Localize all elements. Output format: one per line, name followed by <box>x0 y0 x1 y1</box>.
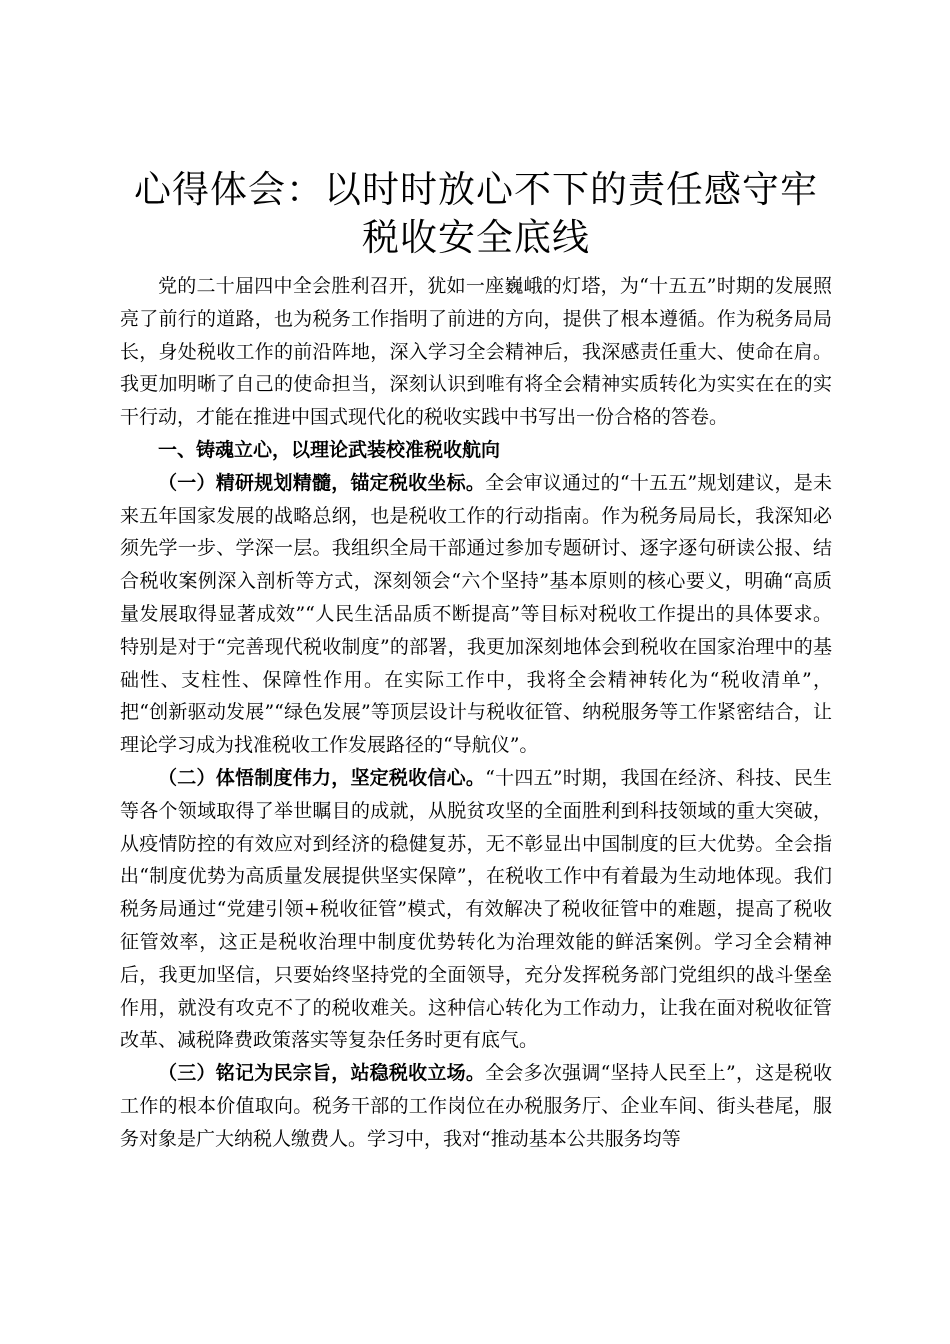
subsection-lead: （二）体悟制度伟力，坚定税收信心。 <box>158 766 486 789</box>
subsection-text: 全会审议通过的“十五五”规划建议，是未来五年国家发展的战略总纲，也是税收工作的行动指南。作为税务局局长，我深知必须先学一步、学深一层。我组织全局干部通过参加专题研讨、逐字逐句研读公报、结合税收案例深入剖析等方式，深刻领会“六个坚持”基本原则的核心要义，明确“高质量发展取得显著成效”“人民生活品质不断提高”等目标对税收工作提出的具体要求。特别是对于“完善现代税收制度”的部署，我更加深刻地体会到税收在国家治理中的基础性、支柱性、保障性作用。在实际工作中，我将全会精神转化为“税收清单”，把“创新驱动发展”“绿色发展”等顶层设计与税收征管、纳税服务等工作紧密结合，让理论学习成为找准税收工作发展路径的“导航仪”。 <box>120 471 832 757</box>
subsection-text: “十四五”时期，我国在经济、科技、民生等各个领域取得了举世瞩目的成就，从脱贫攻坚的全面胜利到科技领域的重大突破，从疫情防控的有效应对到经济的稳健复苏，无不彰显出中国制度的巨大优势。全会指出“制度优势为高质量发展提供坚实保障”，在税收工作中有着最为生动地体现。我们税务局通过“党建引领+税收征管”模式，有效解决了税收征管中的难题，提高了税收征管效率，这正是税收治理中制度优势转化为治理效能的鲜活案例。学习全会精神后，我更加坚信，只要始终坚持党的全面领导，充分发挥税务部门党组织的战斗堡垒作用，就没有攻克不了的税收难关。这种信心转化为工作动力，让我在面对税收征管改革、减税降费政策落实等复杂任务时更有底气。 <box>120 766 832 1052</box>
document-title: 心得体会：以时时放心不下的责任感守牢税收安全底线 <box>134 168 818 259</box>
document-body <box>120 270 832 1156</box>
section-heading: 一、铸魂立心，以理论武装校准税收航向 <box>158 438 501 461</box>
subsection-lead: （三）铭记为民宗旨，站稳税收立场。 <box>158 1062 486 1085</box>
subsection-lead: （一）精研规划精髓，锚定税收坐标。 <box>158 471 486 494</box>
intro-paragraph: 党的二十届四中全会胜利召开，犹如一座巍峨的灯塔，为“十五五”时期的发展照亮了前行的道路，也为税务工作指明了前进的方向，提供了根本遵循。作为税务局局长，身处税收工作的前沿阵地，深入学习全会精神后，我深感责任重大、使命在肩。我更加明晰了自己的使命担当，深刻认识到唯有将全会精神实质转化为实实在在的实干行动，才能在推进中国式现代化的税收实践中书写出一份合格的答卷。 <box>120 275 832 429</box>
subsection-text: 全会多次强调“坚持人民至上”，这是税收工作的根本价值取向。税务干部的工作岗位在办税服务厅、企业车间、街头巷尾，服务对象是广大纳税人缴费人。学习中，我对“推动基本公共服务均等 <box>120 1062 832 1150</box>
subsection-paragraph-3 <box>120 1057 832 1155</box>
subsection-paragraph-2 <box>120 762 832 1057</box>
subsection-paragraph-1 <box>120 467 832 762</box>
